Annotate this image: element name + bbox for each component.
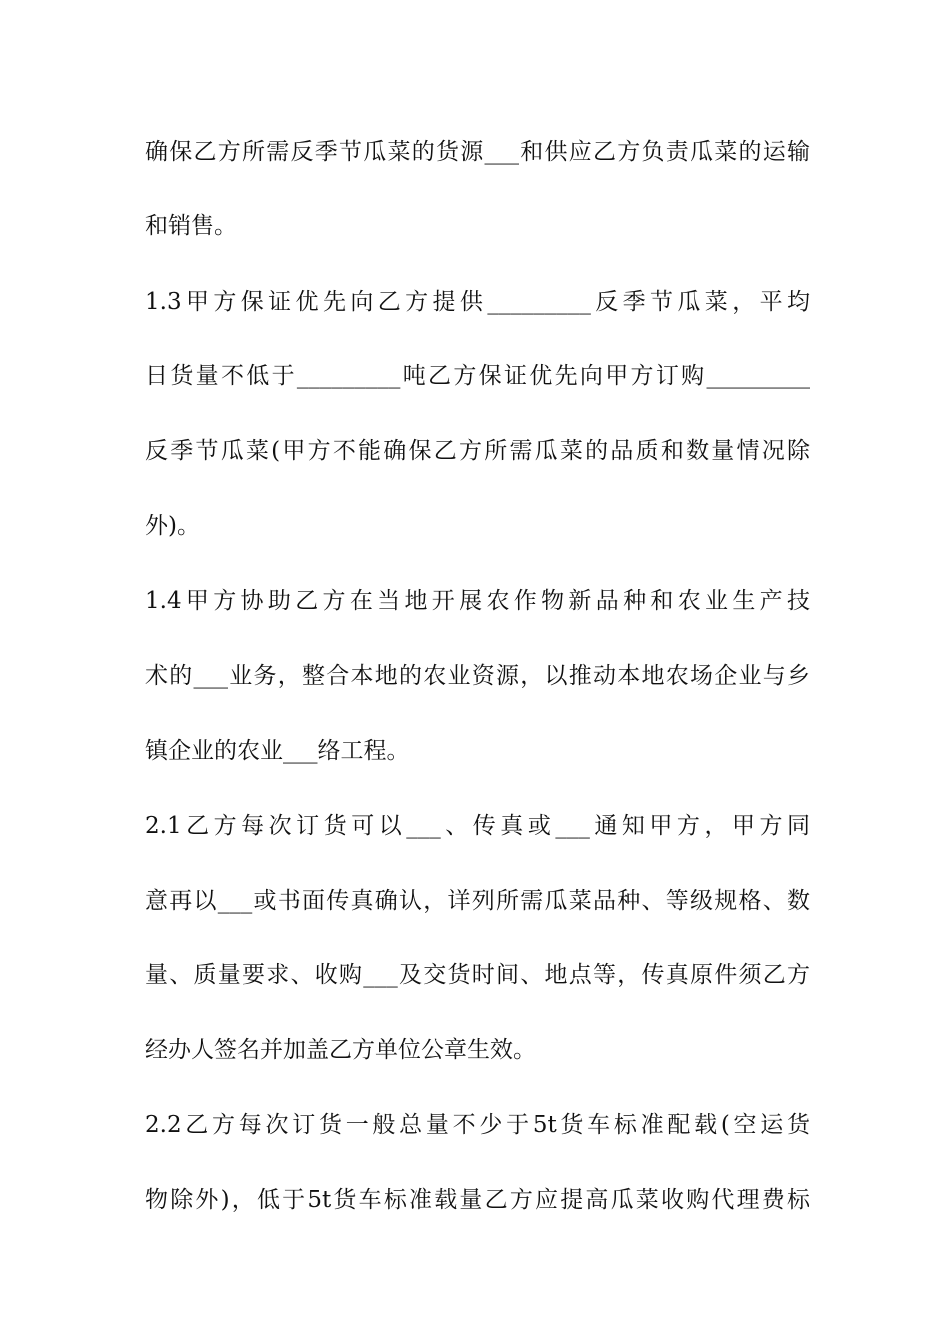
text-line: 术的___业务，整合本地的农业资源，以推动本地农场企业与乡 bbox=[145, 663, 810, 689]
text-line: 意再以___或书面传真确认，详列所需瓜菜品种、等级规格、数 bbox=[145, 888, 810, 914]
text-line: 外)。 bbox=[145, 513, 200, 539]
text-line: 镇企业的农业___络工程。 bbox=[145, 738, 410, 764]
text-line: 反季节瓜菜(甲方不能确保乙方所需瓜菜的品质和数量情况除 bbox=[145, 438, 810, 464]
text-line: 经办人签名并加盖乙方单位公章生效。 bbox=[145, 1037, 536, 1063]
text-line: 和销售。 bbox=[145, 213, 237, 239]
text-line: 2.2乙方每次订货一般总量不少于5t货车标准配载(空运货 bbox=[145, 1112, 810, 1138]
text-line: 日货量不低于_________吨乙方保证优先向甲方订购_________ bbox=[145, 363, 810, 389]
text-line: 2.1乙方每次订货可以___、传真或___通知甲方，甲方同 bbox=[145, 813, 810, 839]
text-line: 量、质量要求、收购___及交货时间、地点等，传真原件须乙方 bbox=[145, 962, 810, 988]
text-line: 1.3甲方保证优先向乙方提供_________反季节瓜菜，平均 bbox=[145, 289, 810, 315]
text-line: 1.4甲方协助乙方在当地开展农作物新品种和农业生产技 bbox=[145, 588, 810, 614]
text-line: 物除外)，低于5t货车标准载量乙方应提高瓜菜收购代理费标 bbox=[145, 1187, 810, 1213]
text-line: 确保乙方所需反季节瓜菜的货源___和供应乙方负责瓜菜的运输 bbox=[145, 139, 810, 165]
